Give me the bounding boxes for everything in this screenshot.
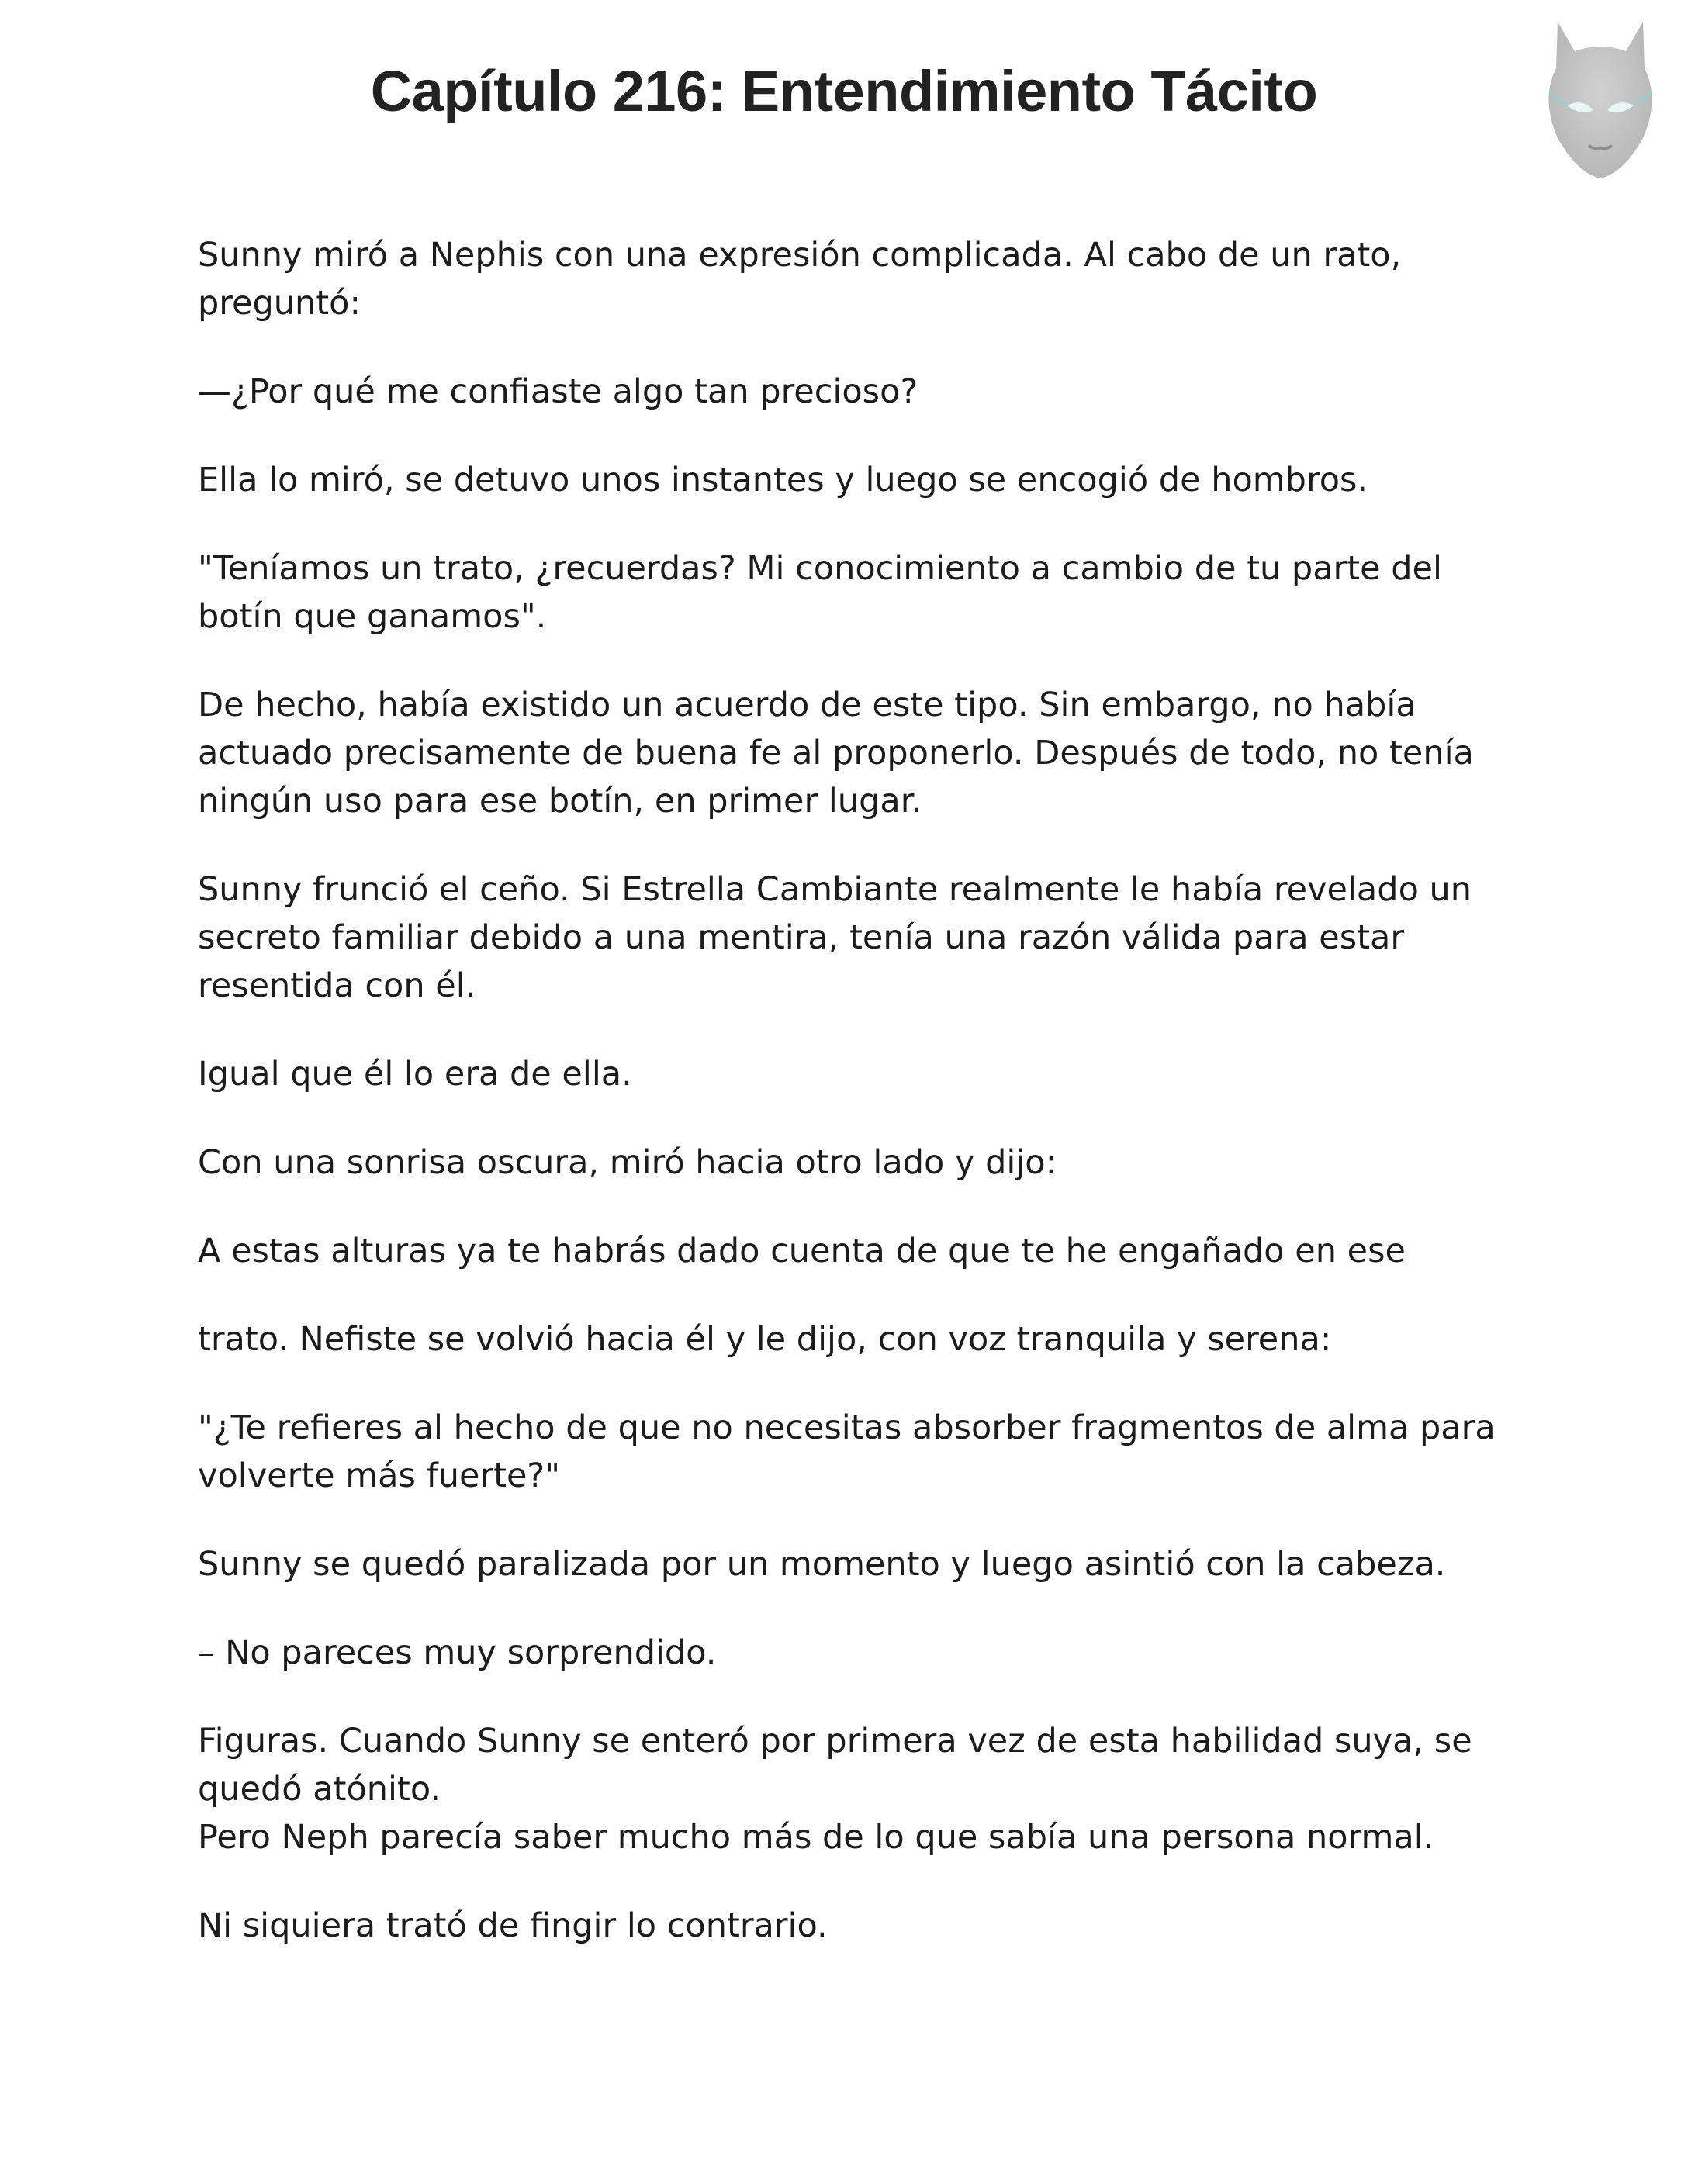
paragraph: "Teníamos un trato, ¿recuerdas? Mi conocimiento a cambio de tu parte del botín que ganamos". bbox=[198, 549, 1442, 636]
paragraph: Sunny frunció el ceño. Si Estrella Cambiante realmente le había revelado un secreto familiar debido a una mentira, tenía una razón válida para estar resentida con él. bbox=[198, 870, 1472, 1005]
chapter-title: Capítulo 216: Entendimiento Tácito bbox=[370, 59, 1318, 123]
paragraph: —¿Por qué me confiaste algo tan precioso? bbox=[198, 372, 918, 411]
paragraph: Sunny se quedó paralizada por un momento y luego asintió con la cabeza. bbox=[198, 1545, 1446, 1584]
demon-head-icon bbox=[1527, 14, 1674, 185]
paragraph: De hecho, había existido un acuerdo de este tipo. Sin embargo, no había actuado precisamente de buena fe al proponerlo. Después de todo, no tenía ningún uso para ese botín, en primer lugar. bbox=[198, 686, 1474, 821]
paragraph: Ni siquiera trató de fingir lo contrario. bbox=[198, 1906, 828, 1945]
paragraph: Con una sonrisa oscura, miró hacia otro lado y dijo: bbox=[198, 1143, 1057, 1182]
paragraph: A estas alturas ya te habrás dado cuenta de que te he engañado en ese bbox=[198, 1232, 1406, 1270]
chapter-body bbox=[198, 231, 1517, 1990]
paragraph: Sunny miró a Nephis con una expresión complicada. Al cabo de un rato, preguntó: bbox=[198, 236, 1402, 323]
paragraph: Igual que él lo era de ella. bbox=[198, 1055, 632, 1094]
paragraph: "¿Te refieres al hecho de que no necesitas absorber fragmentos de alma para volverte más fuerte?" bbox=[198, 1408, 1496, 1495]
paragraph: trato. Nefiste se volvió hacia él y le dijo, con voz tranquila y serena: bbox=[198, 1320, 1332, 1359]
paragraph: Figuras. Cuando Sunny se enteró por primera vez de esta habilidad suya, se quedó atónito. bbox=[198, 1722, 1472, 1809]
paragraph: Pero Neph parecía saber mucho más de lo que sabía una persona normal. bbox=[198, 1818, 1434, 1857]
paragraph: – No pareces muy sorprendido. bbox=[198, 1633, 717, 1672]
paragraph: Ella lo miró, se detuvo unos instantes y luego se encogió de hombros. bbox=[198, 461, 1368, 499]
